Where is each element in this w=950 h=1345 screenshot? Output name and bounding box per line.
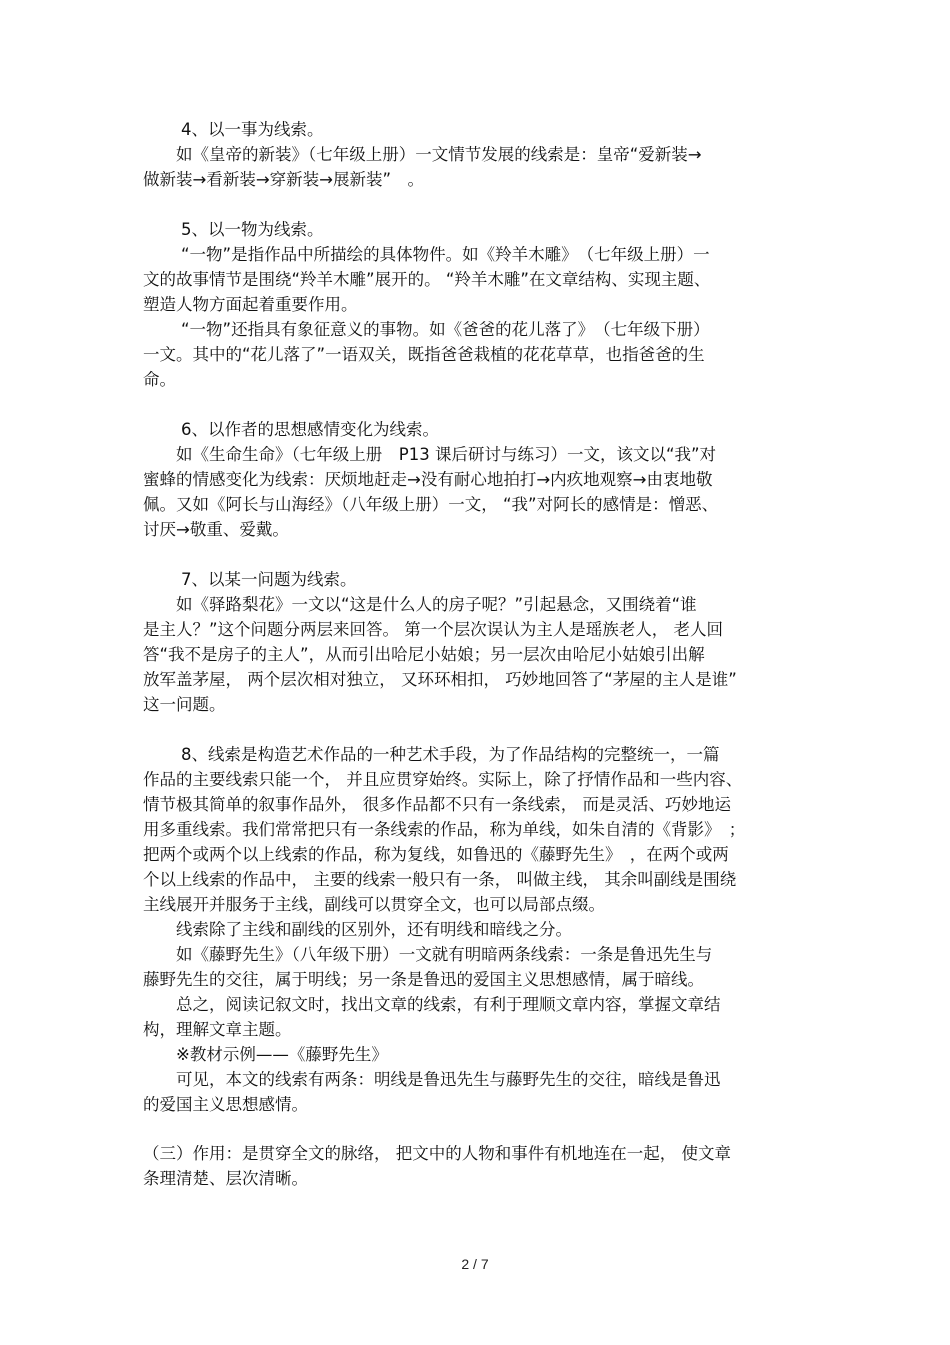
text-line: 是主人？”这个问题分两层来回答。 第一个层次误认为主人是瑶族老人， 老人回 xyxy=(143,620,724,639)
text-line: 放军盖茅屋， 两个层次相对独立， 又环环相扣， 巧妙地回答了“茅屋的主人是谁” xyxy=(143,670,737,689)
text-line: 如《生命生命》（七年级上册 P13 课后研讨与练习）一文，该文以“我”对 xyxy=(176,445,717,464)
text-line: 用多重线索。我们常常把只有一条线索的作品，称为单线，如朱自清的《背影》 ； xyxy=(143,820,746,839)
text-line: “一物”还指具有象征意义的事物。如《爸爸的花儿落了》 （七年级下册） xyxy=(181,320,710,339)
text-line: 做新装→看新装→穿新装→展新装” 。 xyxy=(143,170,425,189)
text-line: 佩。又如《阿长与山海经》（八年级上册）一文， “我”对阿长的感情是：憎恶、 xyxy=(143,495,719,514)
text-line: 讨厌→敬重、爱戴。 xyxy=(143,520,289,539)
text-line: （三）作用：是贯穿全文的脉络， 把文中的人物和事件有机地连在一起， 使文章 xyxy=(143,1144,731,1163)
text-line: 塑造人物方面起着重要作用。 xyxy=(143,295,358,314)
text-line: 个以上线索的作品中， 主要的线索一般只有一条， 叫做主线， 其余叫副线是围绕 xyxy=(143,870,737,889)
text-line: 一文。其中的“花儿落了”一语双关，既指爸爸栽植的花花草草，也指爸爸的生 xyxy=(143,345,705,364)
text-line: 6、以作者的思想感情变化为线索。 xyxy=(181,420,439,439)
text-line: 把两个或两个以上线索的作品，称为复线，如鲁迅的《藤野先生》 ，在两个或两 xyxy=(143,845,729,864)
text-line: 条理清楚、层次清晰。 xyxy=(143,1169,308,1188)
text-line: 答“我不是房子的主人”，从而引出哈尼小姑娘；另一层次由哈尼小姑娘引出解 xyxy=(143,645,705,664)
text-line: 构，理解文章主题。 xyxy=(143,1020,292,1039)
text-line: 4、以一事为线索。 xyxy=(181,120,324,139)
text-line: 如《驿路梨花》一文以“这是什么人的房子呢？”引起悬念，又围绕着“谁 xyxy=(176,595,697,614)
text-line: 命。 xyxy=(143,370,176,389)
text-line: 情节极其简单的叙事作品外， 很多作品都不只有一条线索， 而是灵活、巧妙地运 xyxy=(143,795,731,814)
text-line: 8、线索是构造艺术作品的一种艺术手段，为了作品结构的完整统一，一篇 xyxy=(181,745,720,764)
text-line: “一物”是指作品中所描绘的具体物件。如《羚羊木雕》 （七年级上册）一 xyxy=(181,245,710,264)
text-line: 总之，阅读记叙文时，找出文章的线索，有利于理顺文章内容，掌握文章结 xyxy=(176,995,721,1014)
text-line: 蜜蜂的情感变化为线索：厌烦地赶走→没有耐心地拍打→内疚地观察→由衷地敬 xyxy=(143,470,713,489)
text-line: 文的故事情节是围绕“羚羊木雕”展开的。 “羚羊木雕”在文章结构、实现主题、 xyxy=(143,270,711,289)
page-indicator: 2 / 7 xyxy=(461,1256,489,1272)
text-line: ※教材示例——《藤野先生》 xyxy=(176,1045,388,1064)
text-line: 可见，本文的线索有两条：明线是鲁迅先生与藤野先生的交往，暗线是鲁迅 xyxy=(176,1070,721,1089)
text-line: 如《皇帝的新装》（七年级上册）一文情节发展的线索是：皇帝“爱新装→ xyxy=(176,145,702,164)
text-line: 如《藤野先生》（八年级下册）一文就有明暗两条线索：一条是鲁迅先生与 xyxy=(176,945,713,964)
text-line: 主线展开并服务于主线，副线可以贯穿全文，也可以局部点缀。 xyxy=(143,895,605,914)
text-line: 这一问题。 xyxy=(143,695,226,714)
text-line: 作品的主要线索只能一个， 并且应贯穿始终。实际上，除了抒情作品和一些内容、 xyxy=(143,770,743,789)
text-line: 7、以某一问题为线索。 xyxy=(181,570,357,589)
text-line: 5、以一物为线索。 xyxy=(181,220,324,239)
text-line: 藤野先生的交往，属于明线；另一条是鲁迅的爱国主义思想感情，属于暗线。 xyxy=(143,970,704,989)
text-line: 线索除了主线和副线的区别外，还有明线和暗线之分。 xyxy=(176,920,572,939)
text-line: 的爱国主义思想感情。 xyxy=(143,1095,308,1114)
